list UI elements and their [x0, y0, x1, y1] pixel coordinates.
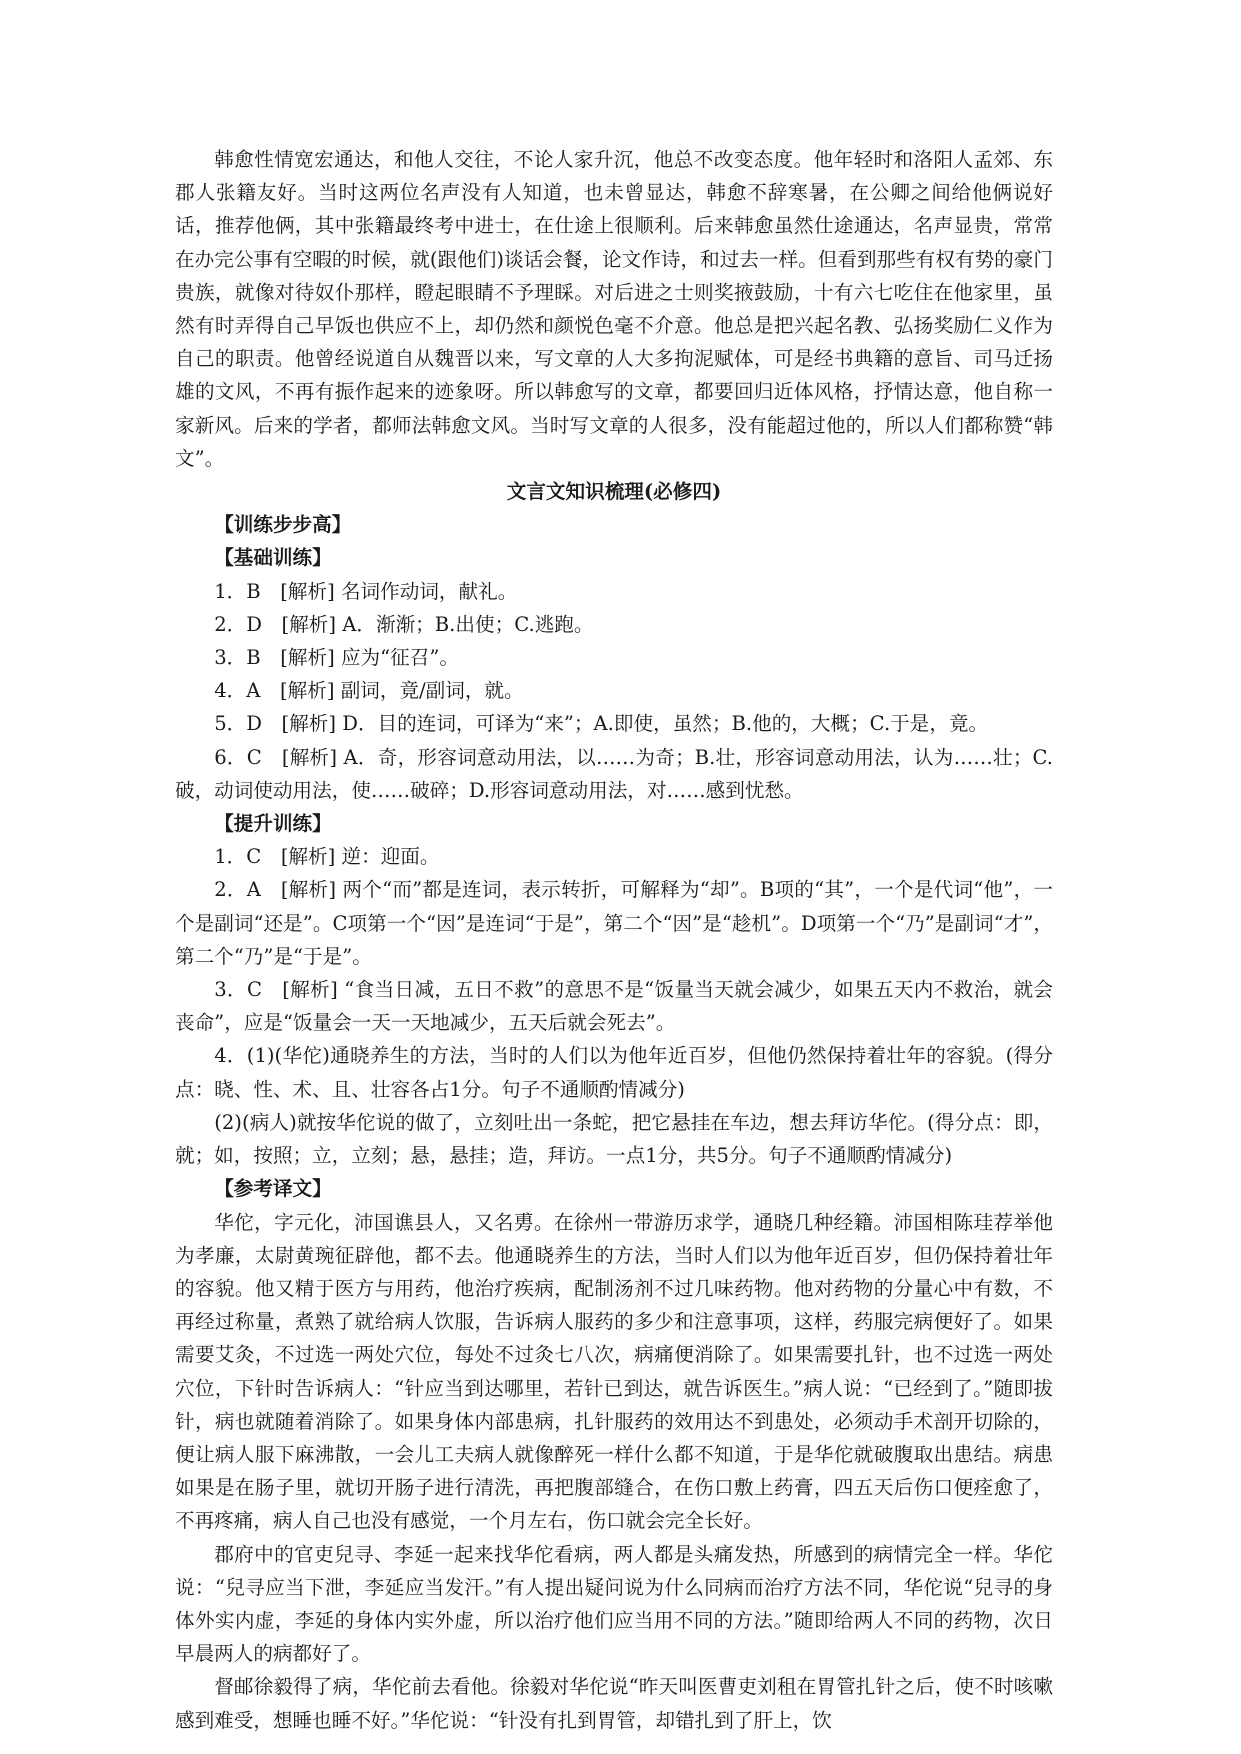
translation-paragraph: 郡府中的官吏兒寻、李延一起来找华佗看病，两人都是头痛发热，所感到的病情完全一样。华佗说：“兒寻应当下泄，李延应当发汗。”有人提出疑问说为什么同病而治疗方法不同，华佗说“兒寻的身体外实内虚，李延的身体内实外虚，所以治疗他们应当用不同的方法。”随即给两人不同的药物，次日早晨两人的病都好了。 [175, 1542, 1053, 1666]
answer-item: 5．D [解析] D．目的连词，可译为“来”；A.即使，虽然；B.他的，大概；C.于是，竟。 [214, 712, 989, 736]
answer-item: 4．(1)(华佗)通晓养生的方法，当时的人们以为他年近百岁，但他仍然保持着壮年的容貌。(得分点：晓、性、术、且、壮容各占1分。句子不通顺酌情减分) [175, 1044, 1053, 1101]
answer-item: 4．A [解析] 副词，竟/副词，就。 [214, 679, 524, 703]
answer-item: (2)(病人)就按华佗说的做了，立刻吐出一条蛇，把它悬挂在车边，想去拜访华佗。(得分点：即，就；如，按照；立，立刻；悬，悬挂；造，拜访。一点1分，共5分。句子不通顺酌情减分) [175, 1110, 1053, 1168]
answer-item: 1．C [解析] 逆：迎面。 [214, 845, 440, 869]
training-header: 【训练步步高】 [214, 513, 352, 537]
document-page [175, 143, 1053, 1737]
reference-translation-header: 【参考译文】 [214, 1177, 332, 1201]
answer-item: 2．D [解析] A．渐渐；B.出使；C.逃跑。 [214, 612, 594, 636]
han-yu-translation-paragraph: 韩愈性情宽宏通达，和他人交往，不论人家升沉，他总不改变态度。他年轻时和洛阳人孟郊、东郡人张籍友好。当时这两位名声没有人知道，也未曾显达，韩愈不辞寒暑，在公卿之间给他俩说好话，推荐他俩，其中张籍最终考中进士，在仕途上很顺利。后来韩愈虽然仕途通达，名声显贵，常常在办完公事有空暇的时候，就(跟他们)谈话会餐，论文作诗，和过去一样。但看到那些有权有势的豪门贵族，就像对待奴仆那样，瞪起眼睛不予理睬。对后进之士则奖掖鼓励，十有六七吃住在他家里，虽然有时弄得自己早饭也供应不上，却仍然和颜悦色毫不介意。他总是把兴起名教、弘扬奖励仁义作为自己的职责。他曾经说道自从魏晋以来，写文章的人大多拘泥赋体，可是经书典籍的意旨、司马迁扬雄的文风，不再有振作起来的迹象呀。所以韩愈写的文章，都要回归近体风格，抒情达意，他自称一家新风。后来的学者，都师法韩愈文风。当时写文章的人很多，没有能超过他的，所以人们都称赞“韩文”。 [175, 148, 1053, 470]
basic-training-header: 【基础训练】 [214, 546, 332, 570]
translation-paragraph: 督邮徐毅得了病，华佗前去看他。徐毅对华佗说“昨天叫医曹吏刘租在胃管扎针之后，使不时咳嗽感到难受，想睡也睡不好。”华佗说：“针没有扎到胃管，却错扎到了肝上，饮 [175, 1675, 1053, 1732]
section-title: 文言文知识梳理(必修四) [506, 480, 722, 504]
answer-item: 2．A [解析] 两个“而”都是连词，表示转折，可解释为“却”。B项的“其”，一个是代词“他”，一个是副词“还是”。C项第一个“因”是连词“于是”，第二个“因”是“趁机”。D项第一个“乃”是副词“才”，第二个“乃”是“于是”。 [175, 878, 1053, 968]
advanced-training-header: 【提升训练】 [214, 812, 332, 836]
answer-item: 3．C [解析] “食当日减，五日不救”的意思不是“饭量当天就会减少，如果五天内不救治，就会丧命”，应是“饭量会一天一天地减少，五天后就会死去”。 [175, 978, 1053, 1035]
translation-paragraph: 华佗，字元化，沛国谯县人，又名旉。在徐州一带游历求学，通晓几种经籍。沛国相陈珪荐举他为孝廉，太尉黄琬征辟他，都不去。他通晓养生的方法，当时人们以为他年近百岁，但仍保持着壮年的容貌。他又精于医方与用药，他治疗疾病，配制汤剂不过几味药物。他对药物的分量心中有数，不再经过称量，煮熟了就给病人饮服，告诉病人服药的多少和注意事项，这样，药服完病便好了。如果需要艾灸，不过选一两处穴位，每处不过灸七八次，病痛便消除了。如果需要扎针，也不过选一两处穴位，下针时告诉病人：“针应当到达哪里，若针已到达，就告诉医生。”病人说：“已经到了。”随即拔针，病也就随着消除了。如果身体内部患病，扎针服药的效用达不到患处，必须动手术剖开切除的，便让病人服下麻沸散，一会儿工夫病人就像醉死一样什么都不知道，于是华佗就破腹取出患结。病患如果是在肠子里，就切开肠子进行清洗，再把腹部缝合，在伤口敷上药膏，四五天后伤口便痊愈了，不再疼痛，病人自己也没有感觉，一个月左右，伤口就会完全长好。 [175, 1210, 1053, 1533]
answer-item: 6．C [解析] A．奇，形容词意动用法，以……为奇；B.壮，形容词意动用法，认为……壮；C.破，动词使动用法，使……破碎；D.形容词意动用法，对……感到忧愁。 [175, 745, 1053, 802]
answer-item: 3．B [解析] 应为“征召”。 [214, 646, 459, 670]
answer-item: 1．B [解析] 名词作动词，献礼。 [214, 579, 518, 603]
